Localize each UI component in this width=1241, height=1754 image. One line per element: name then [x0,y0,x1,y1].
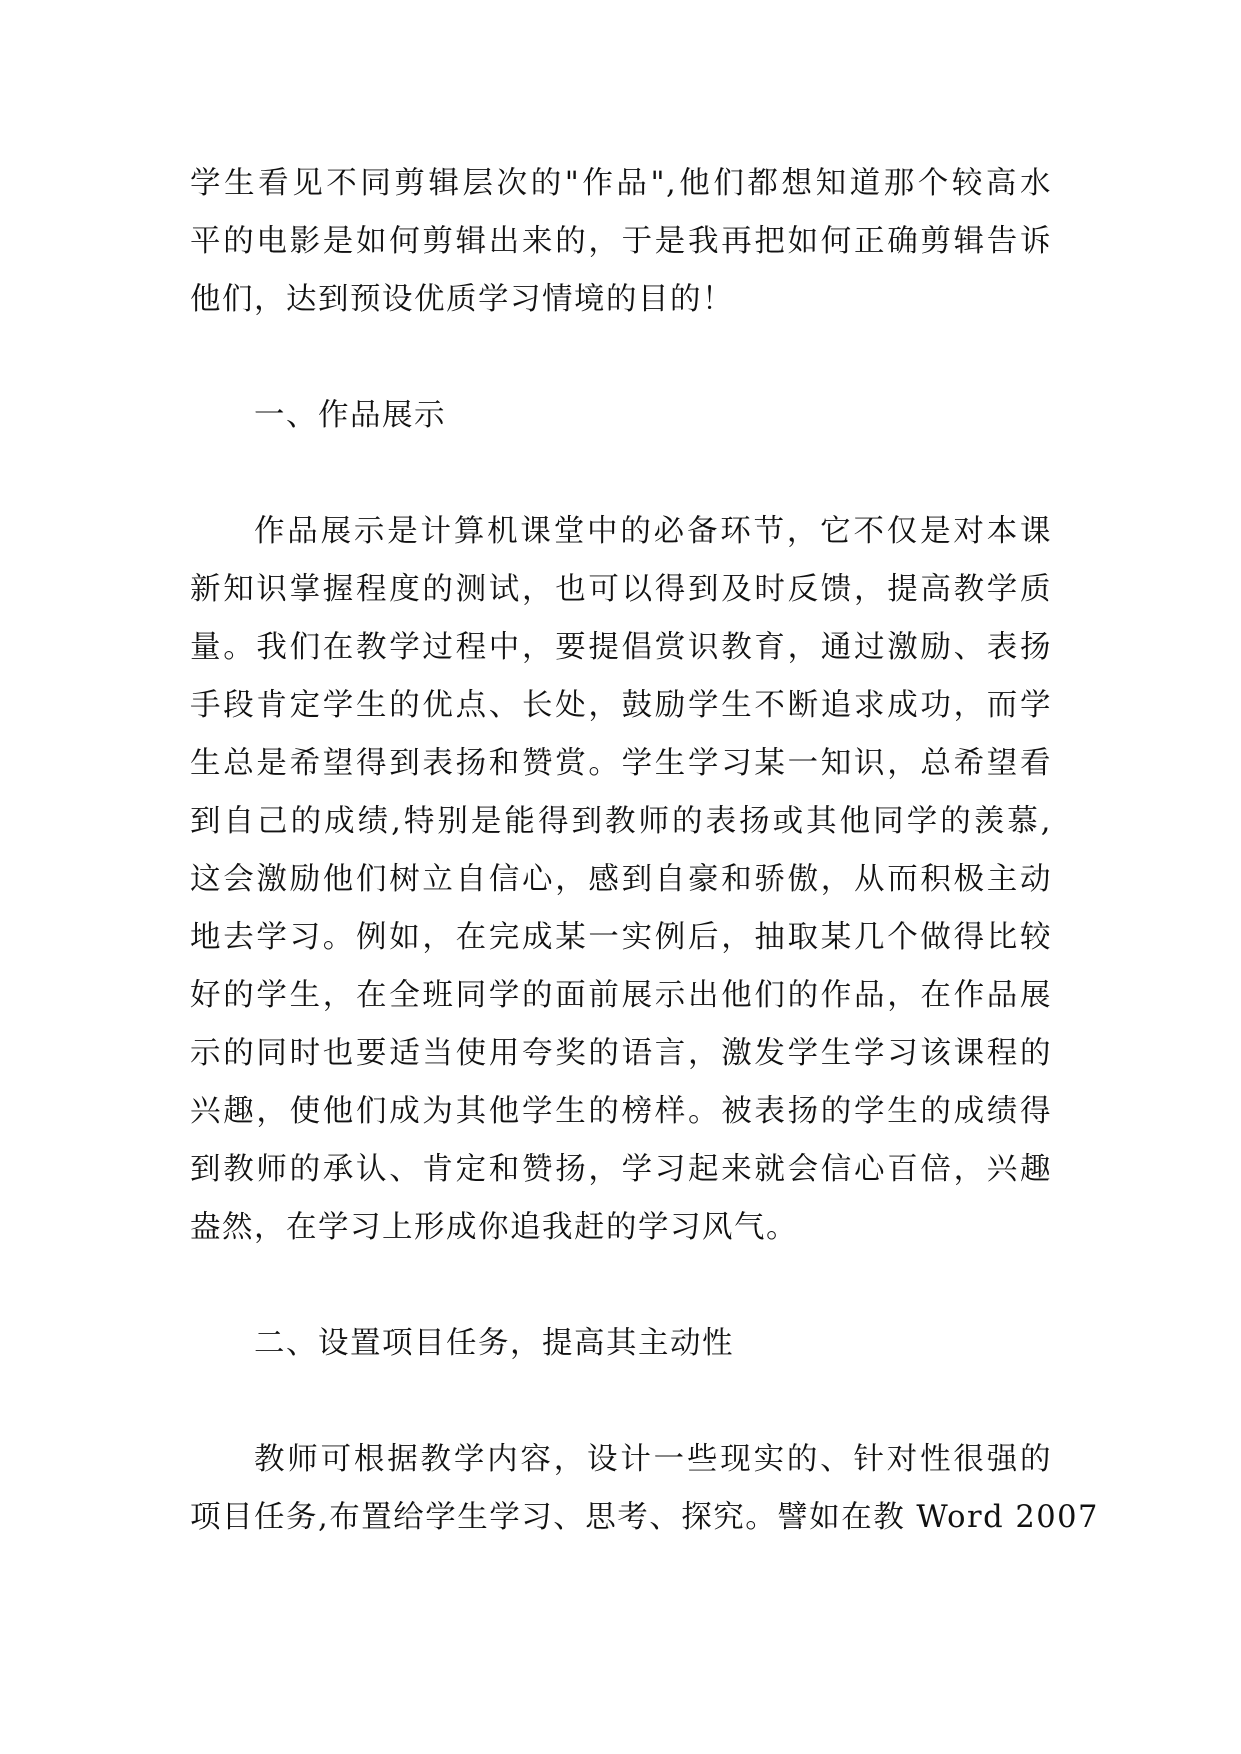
text-line: 盎然，在学习上形成你追我赶的学习风气。 [190,1210,798,1245]
paragraph-continuation [190,155,1052,329]
text-line: 到自己的成绩,特别是能得到教师的表扬或其他同学的羡慕, [190,804,1052,839]
text-line: 这会激励他们树立自信心，感到自豪和骄傲，从而积极主动 [190,862,1052,897]
text-line: 示的同时也要适当使用夸奖的语言，激发学生学习该课程的 [190,1036,1052,1071]
text-line: 作品展示是计算机课堂中的必备环节，它不仅是对本课 [254,514,1052,549]
text-line: 地去学习。例如，在完成某一实例后，抽取某几个做得比较 [190,920,1052,955]
paragraph-spacer [190,1257,1052,1315]
text-line: 平的电影是如何剪辑出来的，于是我再把如何正确剪辑告诉 [190,224,1052,259]
paragraph-project-tasks [190,1431,1099,1547]
paragraph-spacer [190,445,1052,503]
document-body [190,155,1099,1547]
text-line: 他们，达到预设优质学习情境的目的！ [190,282,734,317]
paragraph-works-display [190,503,1052,1257]
section-heading-1: 一、作品展示 [254,398,446,433]
text-line: 到教师的承认、肯定和赞扬，学习起来就会信心百倍，兴趣 [190,1152,1052,1187]
text-line: 好的学生，在全班同学的面前展示出他们的作品，在作品展 [190,978,1052,1013]
text-line: 量。我们在教学过程中，要提倡赏识教育，通过激励、表扬 [190,630,1052,665]
text-line: 手段肯定学生的优点、长处，鼓励学生不断追求成功，而学 [190,688,1052,723]
text-line: 新知识掌握程度的测试，也可以得到及时反馈，提高教学质 [190,572,1052,607]
text-line: 生总是希望得到表扬和赞赏。学生学习某一知识，总希望看 [190,746,1052,781]
text-line: 学生看见不同剪辑层次的"作品",他们都想知道那个较高水 [190,166,1052,201]
section-heading-2: 二、设置项目任务，提高其主动性 [254,1326,734,1361]
paragraph-spacer [190,329,1052,387]
text-line: 教师可根据教学内容，设计一些现实的、针对性很强的 [254,1442,1052,1477]
paragraph-spacer [190,1373,1052,1431]
text-line: 兴趣，使他们成为其他学生的榜样。被表扬的学生的成绩得 [190,1094,1052,1129]
text-line: 项目任务,布置给学生学习、思考、探究。譬如在教 Word 2007 [190,1500,1099,1535]
